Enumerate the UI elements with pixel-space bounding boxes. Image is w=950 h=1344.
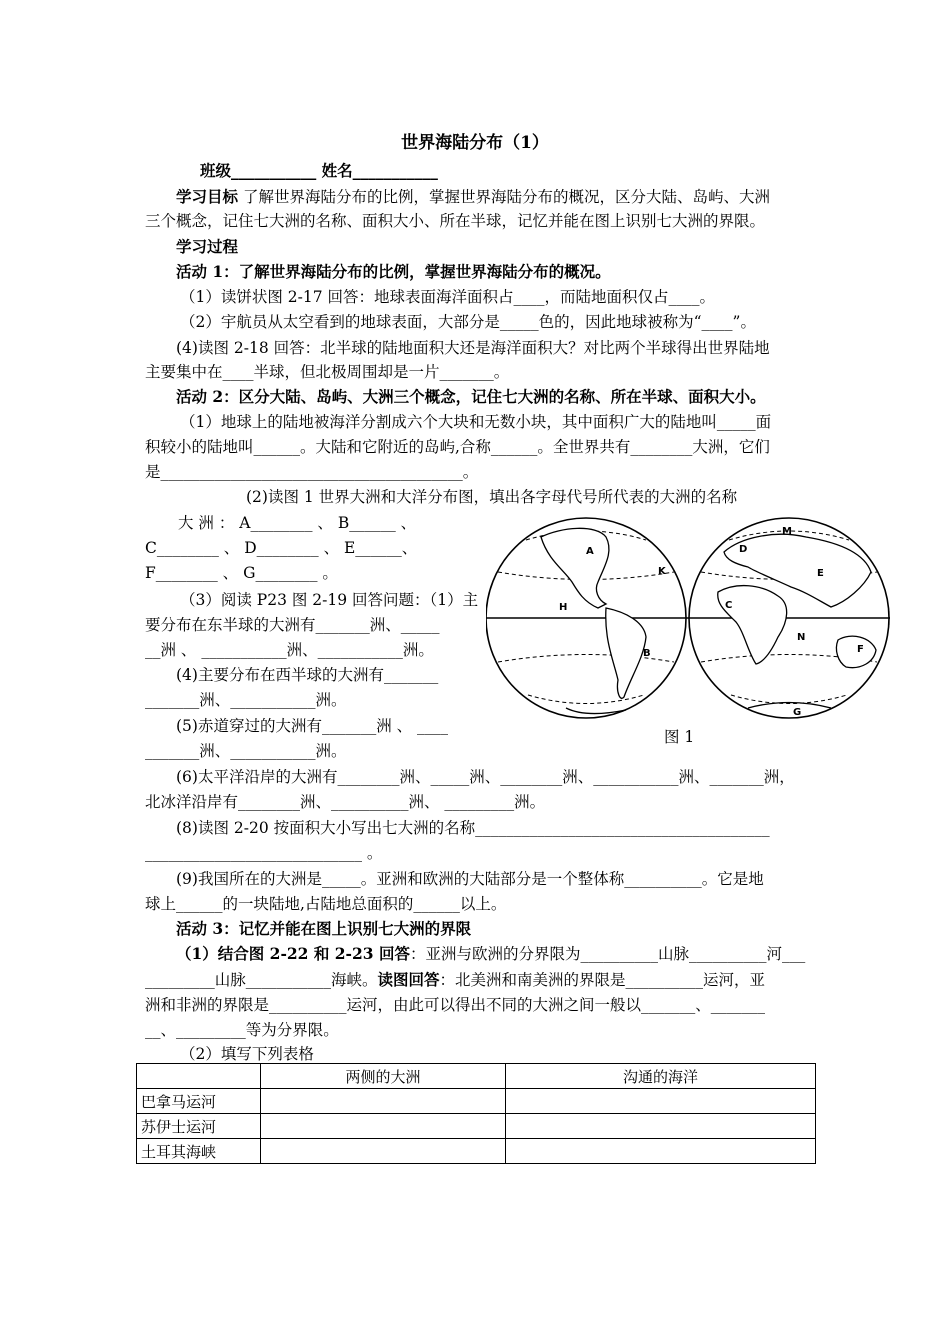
a3-q1-text2b: ：北美洲和南美洲的界限是__________运河，亚 xyxy=(439,971,766,989)
a2-q2-line3: F________ 、 G________ 。 xyxy=(145,564,338,582)
table-row xyxy=(137,1089,816,1114)
table-cell-continents[interactable] xyxy=(261,1114,506,1139)
table-header-row xyxy=(137,1064,816,1089)
learning-goal xyxy=(176,186,816,208)
a2-q8-line2: ____________________________ 。 xyxy=(145,844,383,862)
activity1-heading: 活动 1：了解世界海陆分布的比例，掌握世界海陆分布的概况。 xyxy=(176,262,611,281)
table-row-label: 苏伊士运河 xyxy=(137,1114,261,1139)
a2-q5-line2: _______洲、___________洲。 xyxy=(145,742,347,760)
a2-q8-line1: (8)读图 2-20 按面积大小写出七大洲的名称______________________________________ xyxy=(176,819,770,837)
goal-text-2: 三个概念，记住七大洲的名称、面积大小、所在半球，记忆并能在图上识别七大洲的界限。 xyxy=(145,212,766,230)
a3-q1-line3: 洲和非洲的界限是__________运河，由此可以得出不同的大洲之间一般以_______、_______ xyxy=(145,996,766,1014)
south-america-outline xyxy=(606,608,646,698)
table-row-label: 土耳其海峡 xyxy=(137,1139,261,1164)
table-cell-oceans[interactable] xyxy=(506,1114,816,1139)
a1-q4-line1: (4)读图 2-18 回答：北半球的陆地面积大还是海洋面积大？对比两个半球得出世界陆地 xyxy=(176,339,770,357)
a2-q4-line1: (4)主要分布在西半球的大洲有_______ xyxy=(176,666,439,684)
a2-q2-line1: 大 洲 ： A________ 、 B______ 、 xyxy=(178,514,417,532)
table-header-cell: 两侧的大洲 xyxy=(261,1064,506,1089)
table-cell-continents[interactable] xyxy=(261,1139,506,1164)
goal-text-1: 了解世界海陆分布的比例，掌握世界海陆分布的概况，区分大陆、岛屿、大洲 xyxy=(242,188,770,206)
a2-q3-line1: （3）阅读 P23 图 2-19 回答问题：（1）主 xyxy=(180,591,479,609)
activity2-heading: 活动 2：区分大陆、岛屿、大洲三个概念，记住七大洲的名称、所在半球、面积大小。 xyxy=(176,387,766,406)
a2-q9-line1: (9)我国所在的大洲是_____。亚洲和欧洲的大陆部分是一个整体称__________。它是地 xyxy=(176,870,764,888)
a1-q2: （2）宇航员从太空看到的地球表面，大部分是_____色的，因此地球被称为“____”。 xyxy=(180,313,756,331)
a2-q9-line2: 球上______的一块陆地,占陆地总面积的______以上。 xyxy=(145,895,507,913)
a2-q1-line1: （1）地球上的陆地被海洋分割成六个大块和无数小块，其中面积广大的陆地叫_____面 xyxy=(180,413,772,431)
map-label-k: K xyxy=(658,566,666,577)
world-map-figure xyxy=(486,512,896,757)
africa-outline xyxy=(718,586,787,664)
a3-q2: （2）填写下列表格 xyxy=(180,1045,314,1063)
map-label-c: C xyxy=(725,600,733,611)
a2-q3-line3: __洲 、 ___________洲、___________洲。 xyxy=(145,641,434,659)
map-label-h: H xyxy=(559,602,568,613)
a3-q1-bold-read: 读图回答 xyxy=(377,970,440,989)
a1-q1: （1）读饼状图 2-17 回答：地球表面海洋面积占____，而陆地面积仅占____。 xyxy=(180,288,716,306)
a3-q1-line1 xyxy=(176,943,816,965)
process-heading: 学习过程 xyxy=(176,237,239,256)
a3-q1-bold-lead: （1）结合图 2-22 和 2-23 回答 xyxy=(176,944,410,963)
page-title: 世界海陆分布（1） xyxy=(401,133,549,153)
a3-q1-line2 xyxy=(145,969,810,991)
table-cell-continents[interactable] xyxy=(261,1089,506,1114)
map-label-d: D xyxy=(739,544,748,555)
table-cell-oceans[interactable] xyxy=(506,1139,816,1164)
north-america-outline xyxy=(541,528,609,608)
class-name-line: 班级___________ 姓名___________ xyxy=(200,161,438,180)
a2-q1-line3: 是_______________________________________。 xyxy=(145,463,479,481)
a3-q1-line4: __、_________等为分界限。 xyxy=(145,1021,339,1039)
map-label-e: E xyxy=(817,568,824,579)
a1-q4-line2: 主要集中在____半球，但北极周围却是一片_______。 xyxy=(145,363,510,381)
a2-q2-line2: C________ 、 D________ 、 E______、 xyxy=(145,539,418,557)
hemispheres-map xyxy=(486,512,896,757)
table-row-label: 巴拿马运河 xyxy=(137,1089,261,1114)
map-label-g: G xyxy=(793,707,802,718)
table-cell-oceans[interactable] xyxy=(506,1089,816,1114)
activity3-heading: 活动 3：记忆并能在图上识别七大洲的界限 xyxy=(176,919,472,938)
a2-q6-line2: 北冰洋沿岸有________洲、__________洲、 _________洲。 xyxy=(145,793,546,811)
a2-q3-line2: 要分布在东半球的大洲有_______洲、_____ xyxy=(145,616,440,634)
a2-q5-line1: (5)赤道穿过的大洲有_______洲 、 ____ xyxy=(176,717,449,735)
table-header-cell xyxy=(137,1064,261,1089)
table-row xyxy=(137,1139,816,1164)
map-label-m: M xyxy=(782,526,792,537)
map-label-n: N xyxy=(797,632,806,643)
map-label-f: F xyxy=(857,644,864,655)
a2-q4-line2: _______洲、___________洲。 xyxy=(145,691,347,709)
a2-q1-line2: 积较小的陆地叫______。大陆和它附近的岛屿,合称______。全世界共有________大洲，它们 xyxy=(145,438,770,456)
a3-q1-text1: ：亚洲与欧洲的分界限为__________山脉__________河___ xyxy=(409,945,806,963)
map-label-a: A xyxy=(586,546,594,557)
table-row xyxy=(137,1114,816,1139)
a3-q1-text2a: _________山脉___________海峡。 xyxy=(145,971,378,989)
canal-table xyxy=(136,1063,816,1164)
table-header-cell: 沟通的海洋 xyxy=(506,1064,816,1089)
a2-q2: (2)读图 1 世界大洲和大洋分布图，填出各字母代号所代表的大洲的名称 xyxy=(246,488,738,506)
figure-caption: 图 1 xyxy=(664,728,695,746)
map-label-b: B xyxy=(643,648,651,659)
goal-label: 学习目标 xyxy=(176,187,239,206)
a2-q6-line1: (6)太平洋沿岸的大洲有________洲、_____洲、________洲、___________洲、_______洲， xyxy=(176,768,795,786)
